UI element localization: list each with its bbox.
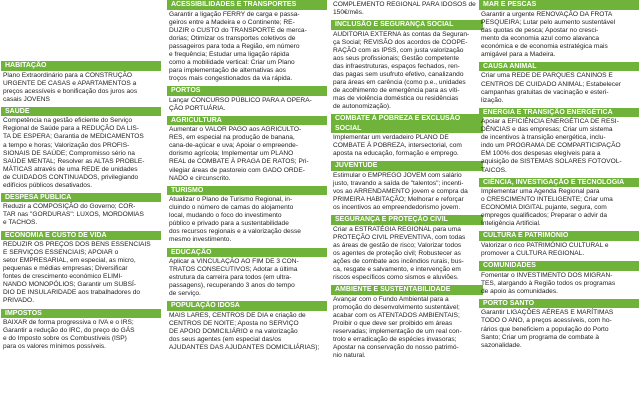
section-energia-e-transicao-energetica bbox=[479, 108, 639, 175]
section-heading: HABITAÇÃO bbox=[1, 61, 161, 71]
section-body: Avançar com o Fundo Ambiental para a promoção do desenvolvimento sustentável; acabar com os ATENTADOS AMBIENTAIS; Proibir o que deve ser proibido em áreas reservadas; implementação de um real con- trolo e erradicação de espécies invasoras; Apostar na conservação do nosso patrimó- nio natural. bbox=[333, 295, 462, 360]
section-heading: POPULAÇÃO IDOSA bbox=[167, 301, 327, 311]
section-body: Aplicar a VINCULAÇÃO AO FIM DE 3 CON- TRATOS CONSECUTIVOS; Adotar a última estrutura da carreira para todos (em ultra- passagens), recuperando 3 anos do tempo de serviço. bbox=[169, 258, 299, 298]
section-body: MAIS LARES, CENTROS DE DIA e criação de CENTROS DE NOITE; Aposta no SERVIÇO DE APOIO DOMICILIÁRIO e na valorização dos seus agentes (em especial das/os AJUDANTES DAS AJUDANTES DOMICILIÁRIAS); bbox=[169, 311, 320, 352]
section-body: Implementar um verdadeiro PLANO DE COMBATE À POBREZA, intersectorial, com aposta na educação, formação e emprego. bbox=[333, 134, 462, 158]
section-causa-animal bbox=[479, 62, 639, 105]
section-heading: TURISMO bbox=[167, 186, 327, 196]
section-body: Garantir LIGAÇÕES AÉREAS E MARÍTIMAS TODO O ANO, a preços acessíveis, com ho- rários que beneficiem a população do Porto Santo; Criar um programa de combate à sazonalidade. bbox=[481, 309, 614, 349]
section-body: Criar uma REDE DE PARQUES CANINOS E CENTROS DE CUIDADO ANIMAL; Estabelecer campanhas gratuitas de vacinação e esteri- lização. bbox=[481, 72, 621, 104]
section-body: Garantir a ligação FERRY de carga e passa- geiros entre a Madeira e o Continente; RE- DUZIR o CUSTO do TRANSPORTE de merca- dorias; Otimizar os transportes coletivos de passageiros para toda a Região, em número e frequência; Estudar uma ligação rápida como a mobilidade vertical: Criar um Plano para implementação de alternativas aos troços mais congestionados da via rápida. bbox=[169, 10, 307, 82]
section-heading: ENERGIA E TRANSIÇÃO ENERGÉTICA bbox=[479, 108, 639, 118]
section-heading: PORTOS bbox=[167, 86, 327, 96]
section-porto-santo bbox=[479, 299, 639, 350]
section-body: Fomentar o INVESTIMENTO DOS MIGRAN- TES, alargando à Região todos os programas de apoio às comunidades. bbox=[481, 271, 616, 295]
section-economia-e-custo-de-vida bbox=[1, 231, 161, 306]
section-combate-a-pobreza-e-exclusao-social bbox=[331, 114, 483, 158]
section-body: COMPLEMENTO REGIONAL PARA IDOSOS de 150€/mês. bbox=[333, 1, 476, 17]
section-body: Estimular o EMPREGO JOVEM com salário justo, travando a saída de "talentos"; incenti- vos ao ARRENDAMENTO jovem e compra da PRIMEIRA HABITAÇÃO; Melhorar e reforçar os incentivos ao empreendedorismo jovem. bbox=[333, 172, 468, 212]
section-heading: SAÚDE bbox=[1, 107, 161, 117]
section-heading: COMBATE À POBREZA E EXCLUSÃO SOCIAL bbox=[331, 114, 483, 133]
section-body: Garantir a urgente RENOVAÇÃO DA FROTA PESQUEIRA; Lutar pelo aumento sustentável das quotas de pesca; Apostar no cresci- mento da economia azul como alavanca económica e de economia estratégica mais amigável para a Madeira. bbox=[481, 10, 616, 58]
section-juventude bbox=[331, 161, 483, 212]
section-body: Competência na gestão eficiente do Serviço Regional de Saúde para a REDUÇÃO DA LIS- TA DE ESPERA; Garantia de MEDICAMENTOS a tempo e horas; Valorização dos PROFIS- SIONAIS DE SAÚDE; Compromisso sério na SAÚDE MENTAL; Resolver as ALTAS PROBLE- MÁTICAS através de uma REDE de unidades de CUIDADOS CONTINUADOS, privilegiando edifícios públicos desativados. bbox=[3, 117, 145, 189]
section-inclusao-e-seguranca-social bbox=[331, 20, 483, 111]
section-educacao bbox=[167, 248, 327, 299]
section-body: REDUZIR OS PREÇOS DOS BENS ESSENCIAIS E SERVIÇOS ESSENCIAIS; APOIAR o setor EMPRESARIAL, em especial, as micro, pequenas e médias empresas; Diversificar fontes de crescimento económico ELIMI- NANDO MONOPÓLIOS; Garantir um SUBSÍ- DIO DE INSULARIDADE aos trabalhadores do PRIVADO. bbox=[3, 241, 151, 305]
section-cultura-e-patrimonio bbox=[479, 231, 639, 258]
section-ambiente-e-sustentabilidade bbox=[331, 285, 483, 360]
column-4 bbox=[479, 0, 639, 353]
column-1 bbox=[1, 0, 161, 354]
section-saude bbox=[1, 107, 161, 190]
section-habitacao bbox=[1, 61, 161, 104]
section-despesa-publica bbox=[1, 193, 161, 228]
section-heading: CULTURA E PATRIMÓNIO bbox=[479, 231, 639, 241]
section-heading: DESPESA PÚBLICA bbox=[1, 193, 161, 203]
column-3 bbox=[331, 0, 483, 363]
section-body: Lançar CONCURSO PÚBLICO PARA A OPERA- ÇÃO PORTUÁRIA. bbox=[169, 96, 312, 112]
section-agricultura bbox=[167, 116, 327, 183]
section-heading: SEGURANÇA E PROTEÇÃO CIVIL bbox=[331, 215, 483, 225]
section-populacao-idosa bbox=[167, 301, 327, 352]
section-seguranca-e-protecao-civil bbox=[331, 215, 483, 282]
section-body: Aumentar o VALOR PAGO aos AGRICULTO- RES, em especial na produção de banana, cana-de-açúcar e uva; Apoiar o empreende- dorismo agrícola; Implementar um PLANO REAL de COMBATE À PRAGA DE RATOS; Pri- vilegiar áreas de pastoreio com GADO ORDE- NADO e circunscrito. bbox=[169, 126, 309, 182]
section-heading: ACESSIBILIDADES E TRANSPORTES bbox=[167, 0, 327, 10]
section-body: Apoiar a EFICIÊNCIA ENERGÉTICA DE RESI- DÊNCIAS e das empresas; Criar um sistema de incentivos à transição energética, inclu- indo um PROGRAMA DE COMPARTICIPAÇÃO EM 100% dos despesas elegíveis para a aquisição de SISTEMAS SOLARES FOTOVOL- TAICOS. bbox=[481, 118, 622, 174]
column-2 bbox=[167, 0, 327, 355]
section-heading: AGRICULTURA bbox=[167, 116, 327, 126]
section-heading: AMBIENTE E SUSTENTABILIDADE bbox=[331, 285, 483, 295]
section-body: Valorizar o rico PATRIMÓNIO CULTURAL e promover a CULTURA REGIONAL. bbox=[481, 242, 609, 258]
section-body: Atualizar o Plano de Turismo Regional, in- cluindo o número de camas do alojamento local, mudando o foco do investimento público e privado para a sustentabilidade dos recursos regionais e a valorização desse mesmo investimento. bbox=[169, 196, 301, 244]
section-ciencia-investigacao-e-tecnologia bbox=[479, 178, 639, 229]
section-body: Reduzir a COMPOSIÇÃO do Governo; COR- TAR nas "GORDURAS": LUXOS, MORDOMIAS e TACHOS. bbox=[3, 203, 144, 227]
section-body: AUDITORIA EXTERNA às contas da Seguran- ça Social; REVISÃO dos acordos de COOPE- RAÇÃO com as IPSS, com justa valorização aos seus profissionais; Gestão competente das infraestruturas, espaços fechados, ren- das pagas sem usufruto efetivo, canalizando para áreas em carência (como p.e., unidades de acolhimento de emergência para as víti- mas de violência doméstica ou residências de autonomização). bbox=[333, 30, 470, 111]
section-heading: INCLUSÃO E SEGURANÇA SOCIAL bbox=[331, 20, 483, 30]
section-heading: COMUNIDADES bbox=[479, 261, 639, 271]
section-turismo bbox=[167, 186, 327, 245]
section-heading: JUVENTUDE bbox=[331, 161, 483, 171]
section-heading: EDUCAÇÃO bbox=[167, 248, 327, 258]
section-heading: CAUSA ANIMAL bbox=[479, 62, 639, 72]
section-heading: ECONOMIA E CUSTO DE VIDA bbox=[1, 231, 161, 241]
section-heading: MAR E PESCAS bbox=[479, 0, 639, 10]
section-body: BAIXAR de forma progressiva o IVA e o IRS; Garantir a redução do IRC, do preço do GÁS e do Imposto sobre os Combustíveis (ISP) para os valores mínimos possíveis. bbox=[3, 319, 135, 351]
section-body: Criar a ESTRATÉGIA REGIONAL para uma PROTEÇÃO CIVIL PREVENTIVA, com todas as áreas de gestão de risco; Valorizar todos os agentes de proteção civil; Robustecer as ações de combate aos incêndios rurais, bus- ca, resgate e salvamento, e intervenção em riscos específicos como sismos e aluviões. bbox=[333, 225, 466, 282]
section-body: Plano Extraordinário para a CONSTRUÇÃO URGENTE DE CASAS e APARTAMENTOS a preços acessíveis e bonificação dos juros aos casais JOVENS bbox=[3, 71, 138, 103]
section-heading: PORTO SANTO bbox=[479, 299, 639, 309]
section-body: Implementar uma Agenda Regional para o CRESCIMENTO INTELIGENTE; Criar uma ECONOMIA DIGITAL pujante, segura, com empregos qualificados; Preparar o advir da Inteligência Artificial. bbox=[481, 188, 613, 228]
section-portos bbox=[167, 86, 327, 113]
section-acessibilidades-e-transportes bbox=[167, 0, 327, 83]
section-impostos bbox=[1, 309, 161, 352]
section-heading: IMPOSTOS bbox=[1, 309, 161, 319]
section-heading: CIÊNCIA, INVESTIGAÇÃO E TECNOLOGIA bbox=[479, 178, 639, 188]
section-comunidades bbox=[479, 261, 639, 296]
section-continuation bbox=[331, 0, 483, 17]
section-mar-e-pescas bbox=[479, 0, 639, 59]
